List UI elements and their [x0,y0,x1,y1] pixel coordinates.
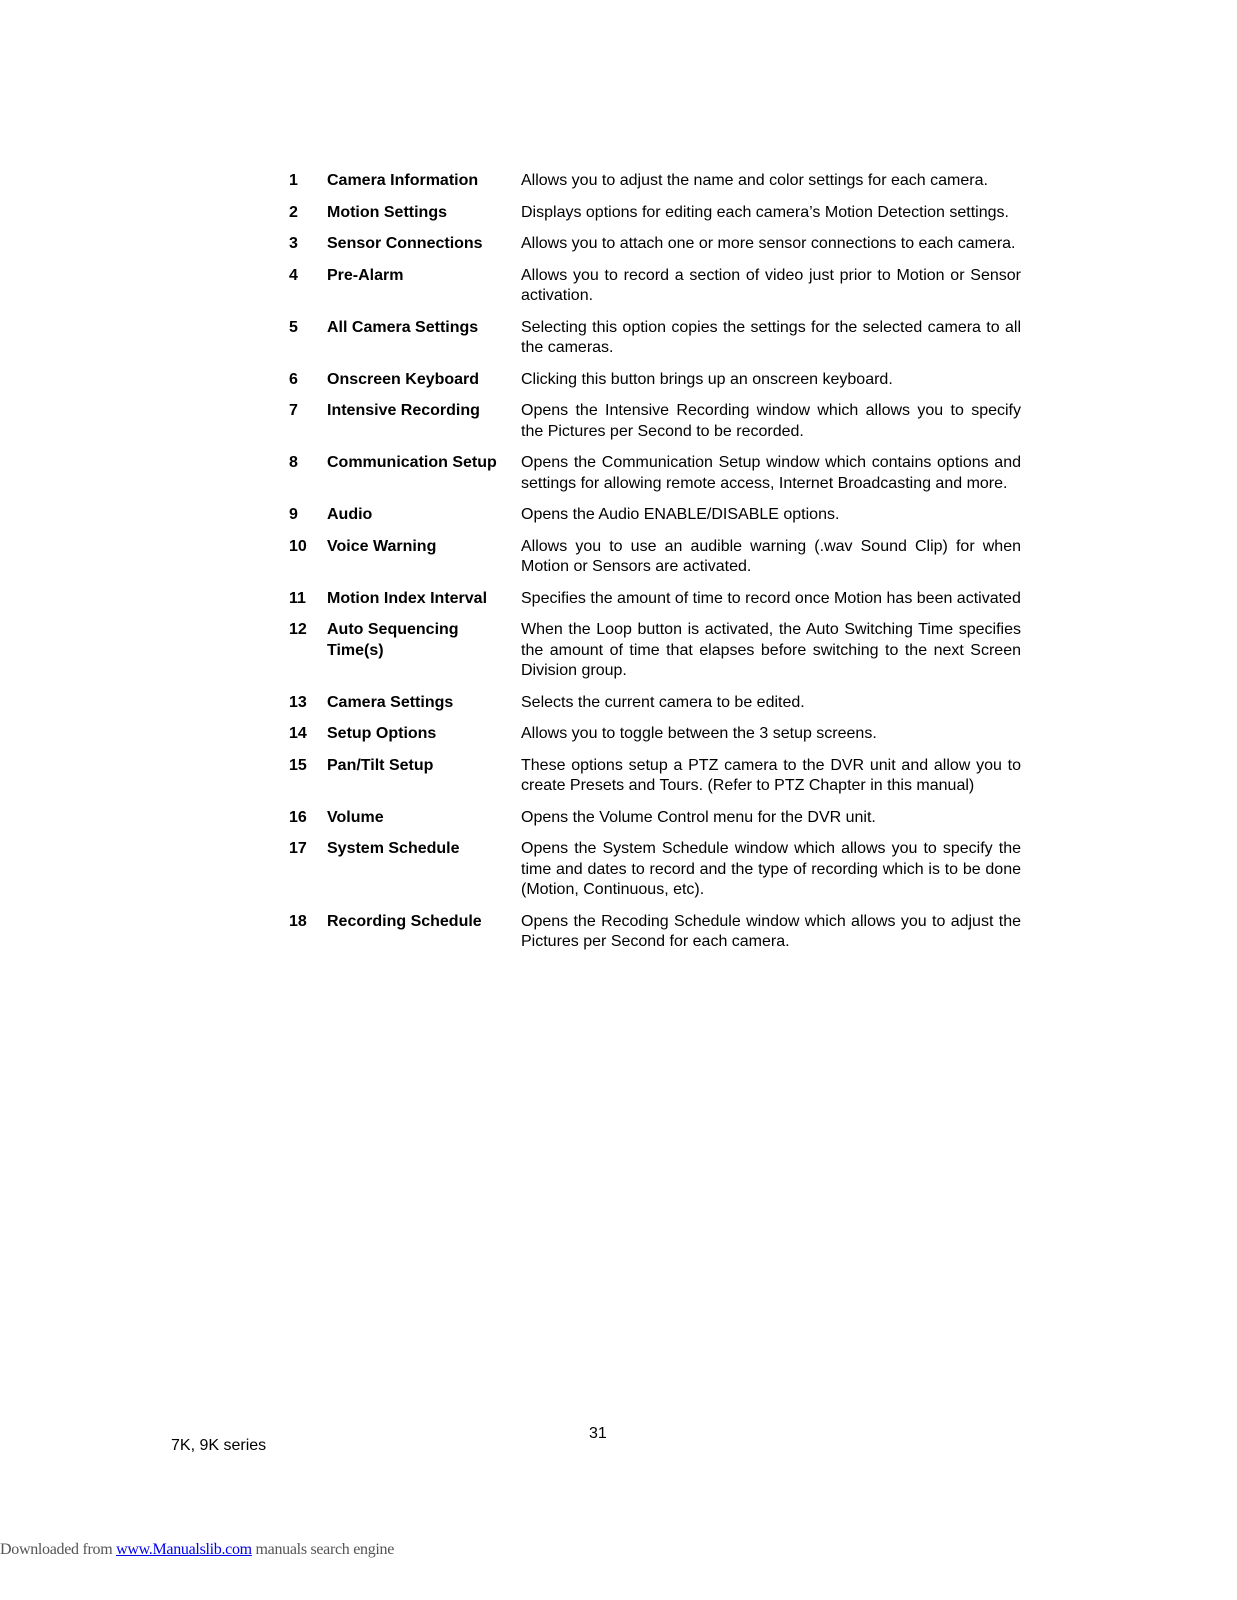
list-item [289,171,1021,192]
page-number: 31 [589,1425,607,1442]
item-term: Volume [327,808,384,826]
item-description: Opens the Audio ENABLE/DISABLE options. [521,506,840,523]
item-description: Displays options for editing each camera’s Motion Detection settings. [521,203,1009,221]
item-term: Communication Setup [327,454,497,471]
list-item [289,589,1021,610]
item-description: Allows you to use an audible warning (.wav Sound Clip) for when Motion or Sensors are activated. [521,537,1021,575]
item-description: Allows you to toggle between the 3 setup screens. [521,725,877,742]
item-number: 10 [289,537,307,555]
item-term: Pan/Tilt Setup [327,756,434,774]
item-description: When the Loop button is activated, the Auto Switching Time specifies the amount of time that elapses before switching to the next Screen Division group. [521,621,1021,679]
item-term: Onscreen Keyboard [327,370,480,388]
item-term: Camera Settings [327,693,454,711]
list-item [289,912,1021,953]
list-item [289,401,1021,442]
item-term: System Schedule [327,840,460,857]
download-suffix: manuals search engine [251,1541,395,1558]
list-item [289,537,1021,578]
item-number: 12 [289,621,307,638]
item-term: Camera Information [327,172,479,189]
item-description: Opens the System Schedule window which allows you to specify the time and dates to record and the type of recording which is to be done (Motion, Continuous, etc). [521,840,1021,898]
download-prefix: Downloaded from [0,1541,117,1558]
item-number: 16 [289,808,307,826]
list-item [289,203,1021,224]
item-number: 17 [289,840,307,857]
list-item [289,266,1021,307]
item-number: 13 [289,693,307,711]
list-item [289,453,1021,494]
item-description: Opens the Volume Control menu for the DVR unit. [521,808,876,826]
item-term: Motion Index Interval [327,589,488,607]
manualslib-link[interactable]: www.Manualslib.com [116,1541,252,1558]
item-term: All Camera Settings [327,318,479,336]
item-description: Selects the current camera to be edited. [521,693,805,711]
item-list [289,171,1021,964]
footer-series: 7K, 9K series [171,1437,267,1454]
list-item [289,808,1021,829]
item-description: Selecting this option copies the settings for the selected camera to all the cameras. [521,318,1021,356]
item-term: Pre-Alarm [327,266,404,284]
item-term: Recording Schedule [327,912,482,930]
item-number: 1 [289,172,298,189]
list-item [289,724,1021,745]
item-term: Voice Warning [327,537,437,555]
item-term: Setup Options [327,725,437,742]
item-number: 4 [289,266,298,284]
list-item [289,318,1021,359]
item-number: 5 [289,318,298,336]
list-item [289,370,1021,391]
item-number: 18 [289,912,307,930]
item-term: Sensor Connections [327,235,483,252]
item-number: 2 [289,203,298,221]
item-number: 3 [289,235,298,252]
item-number: 14 [289,725,307,742]
item-term: Auto Sequencing Time(s) [327,621,459,659]
item-number: 7 [289,402,298,419]
list-item [289,756,1021,797]
item-description: Opens the Intensive Recording window which allows you to specify the Pictures per Second to be recorded. [521,402,1021,440]
item-description: These options setup a PTZ camera to the DVR unit and allow you to create Presets and Tours. (Refer to PTZ Chapter in this manual) [521,756,1021,794]
item-description: Allows you to adjust the name and color settings for each camera. [521,172,988,189]
item-number: 6 [289,370,298,388]
item-number: 15 [289,756,307,774]
item-term: Audio [327,506,373,523]
list-item [289,693,1021,714]
item-description: Opens the Communication Setup window which contains options and settings for allowing remote access, Internet Broadcasting and more. [521,454,1021,492]
list-item [289,839,1021,901]
list-item [289,505,1021,526]
download-notice [0,1541,394,1559]
list-item [289,620,1021,682]
list-item [289,234,1021,255]
item-description: Specifies the amount of time to record once Motion has been activated [521,589,1021,607]
item-description: Allows you to attach one or more sensor connections to each camera. [521,235,1016,252]
item-description: Allows you to record a section of video just prior to Motion or Sensor activation. [521,266,1021,304]
item-description: Clicking this button brings up an onscreen keyboard. [521,370,893,388]
item-description: Opens the Recoding Schedule window which allows you to adjust the Pictures per Second for each camera. [521,912,1021,950]
item-term: Motion Settings [327,203,447,221]
item-number: 11 [289,589,306,607]
item-number: 9 [289,506,298,523]
item-term: Intensive Recording [327,402,480,419]
item-number: 8 [289,454,298,471]
